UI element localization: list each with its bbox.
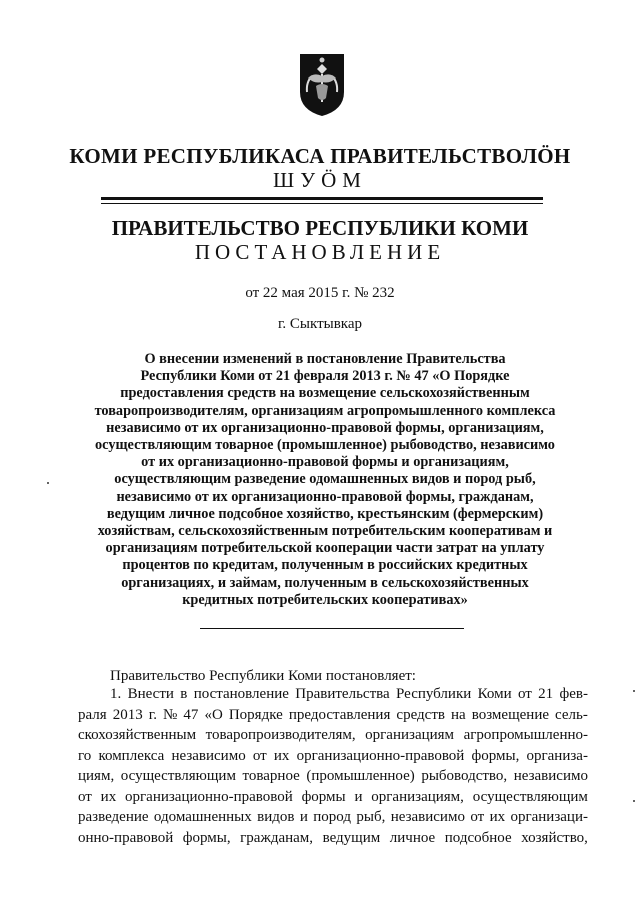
body-word: независимо [390, 809, 465, 825]
body-word: раля [78, 706, 107, 723]
title-line: процентов по кредитам, полученным в российских кредитных [122, 557, 528, 574]
body-word: товарное [242, 768, 300, 784]
body-word: разведение [78, 809, 149, 825]
body-line [78, 684, 588, 705]
body-word: (промышленное) [306, 768, 415, 784]
title-line: Республики Коми от 21 февраля 2013 г. № 47 «О Порядке [140, 368, 510, 385]
body-word: хозяйство, [521, 829, 588, 846]
body-word: в [180, 686, 188, 702]
body-word: их [489, 809, 506, 825]
body-line [78, 807, 588, 828]
body-line [78, 746, 588, 767]
body-word: личное [389, 829, 436, 846]
body-word: ведущим [322, 829, 381, 846]
body-word: от [470, 809, 485, 825]
body-word: осуществляющим [120, 768, 236, 784]
body-word: скохозяйственным [78, 727, 197, 743]
body-line [78, 705, 588, 726]
title-line: кредитных потребительских кооперативах» [182, 591, 468, 608]
government-title: ПРАВИТЕЛЬСТВО РЕСПУБЛИКИ КОМИ [111, 216, 529, 240]
body-word: предоставления [288, 706, 391, 723]
body-word: Внести [127, 686, 174, 702]
decree-date-number: от 22 мая 2015 г. № 232 [245, 285, 395, 301]
body-word: организационно-правовой [125, 788, 293, 805]
body-word: Коми [477, 686, 512, 702]
scan-speck [633, 690, 635, 692]
body-word: 2013 [112, 706, 143, 723]
body-word: № [163, 706, 178, 723]
body-word: организа- [526, 747, 588, 764]
header-rule-thin [101, 203, 543, 204]
body-line [78, 787, 588, 808]
body-word: их [100, 788, 117, 805]
body-line [78, 725, 588, 746]
title-line: О внесении изменений в постановление Правительства [144, 351, 506, 367]
body-word: формы, [471, 747, 520, 764]
body-word: организациям [365, 727, 455, 743]
body-word: независимо [513, 768, 588, 784]
body-word: осуществляющим [472, 788, 588, 805]
komi-decree-word: ШУӦМ [273, 168, 367, 192]
body-word: организаци- [510, 809, 588, 825]
body-word: независимо [171, 747, 246, 764]
body-word: 1. [110, 686, 122, 702]
body-word: 21 [538, 686, 554, 702]
body-word: и [299, 809, 308, 825]
body-word: организациям, [371, 788, 464, 805]
title-separator-rule [200, 628, 464, 629]
body-word: Республики [396, 686, 472, 702]
body-word: агропромышленно- [463, 727, 588, 743]
body-word: онно-правовой [78, 829, 174, 846]
decree-word: ПОСТАНОВЛЕНИЕ [194, 240, 446, 264]
title-line: хозяйствам, сельскохозяйственным потребительским кооперативам и [97, 523, 553, 540]
body-word: от [252, 747, 267, 764]
body-word: возмещение [471, 706, 549, 723]
title-line: от их организационно-правовой формы и организациям, [141, 454, 509, 471]
body-word: сель- [555, 706, 588, 723]
body-line [78, 766, 588, 787]
scan-speck [47, 482, 49, 484]
body-word: от [78, 788, 92, 805]
scan-speck [633, 800, 635, 802]
body-word: Правительства [295, 686, 390, 702]
body-paragraph [78, 684, 588, 848]
body-word: одомашненных [153, 809, 252, 825]
body-word: рыб, [356, 809, 386, 825]
body-word: от [517, 686, 532, 702]
body-word: «О [204, 706, 223, 723]
title-line: организациям потребительской кооперации части затрат на уплату [105, 540, 545, 557]
body-word: комплекса [98, 747, 165, 764]
header-rule-thick [101, 197, 543, 200]
body-word: 47 [183, 706, 199, 723]
decree-title [80, 351, 570, 609]
body-intro: Правительство Республики Коми постановляет: [110, 668, 416, 684]
body-word: средств [396, 706, 445, 723]
body-word: фев- [559, 686, 588, 702]
body-word: формы, [182, 829, 231, 846]
komi-government-title: КОМИ РЕСПУБЛИКАСА ПРАВИТЕЛЬСТВОЛӦН [69, 144, 571, 168]
body-word: Порядке [228, 706, 283, 723]
body-line [78, 828, 588, 849]
body-word: на [451, 706, 466, 723]
title-line: предоставления средств на возмещение сельскохозяйственным [120, 385, 530, 402]
title-line: товаропроизводителям, организациям агропромышленного комплекса [94, 402, 556, 419]
title-line: независимо от их организационно-правовой формы, гражданам, [116, 488, 534, 505]
body-word: го [78, 747, 92, 764]
body-word: циям, [78, 768, 115, 784]
komi-coat-of-arms-icon [298, 52, 346, 118]
decree-city: г. Сыктывкар [277, 316, 363, 332]
title-line: осуществляющим разведение одомашненных видов и пород рыб, [114, 471, 536, 488]
title-line: ведущим личное подсобное хозяйство, крестьянским (фермерским) [106, 505, 544, 522]
body-word: г. [148, 706, 157, 723]
body-word: пород [313, 809, 351, 825]
body-word: постановление [193, 686, 289, 702]
body-word: рыбоводство, [421, 768, 508, 784]
body-word: товаропроизводителям, [205, 727, 356, 743]
body-word: организационно-правовой [296, 747, 465, 764]
body-word: формы [301, 788, 346, 805]
body-word: и [354, 788, 363, 805]
title-line: организациях, и займам, полученным в сельскохозяйственных [121, 574, 529, 591]
title-line: осуществляющим товарное (промышленное) рыбоводство, независимо [95, 437, 555, 454]
body-word: гражданам, [240, 829, 314, 846]
title-line: независимо от их организационно-правовой формы, организациям, [106, 419, 544, 436]
body-word: подсобное [444, 829, 512, 846]
body-word: видов [257, 809, 295, 825]
body-word: их [273, 747, 290, 764]
